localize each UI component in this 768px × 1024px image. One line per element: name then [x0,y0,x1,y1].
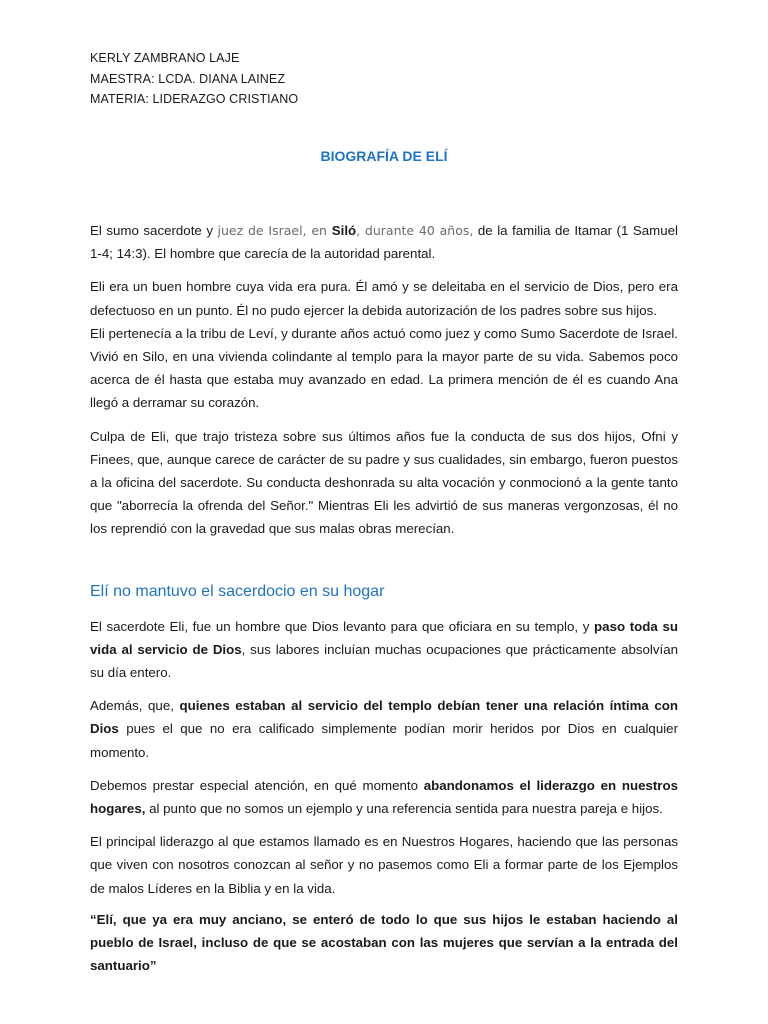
subject-name: MATERIA: LIDERAZGO CRISTIANO [90,92,299,106]
text-run: abandonamos el liderazgo en nuestros hogares, [90,777,678,817]
text-run: , durante 40 años, [356,223,474,238]
text-run: de la familia de Itamar (1 Samuel 1-4; 14:3). El hombre que carecía de la autoridad parental. [90,223,678,262]
paragraph [90,694,678,764]
text-run: , sus labores incluían muchas ocupaciones que prácticamente absolvían su día entero. [90,641,678,681]
text-run: pues el que no era calificado simplemente podían morir heridos por Dios en cualquier momento. [90,721,678,760]
quote [90,908,678,978]
paragraph: El principal liderazgo al que estamos llamado es en Nuestros Hogares, haciendo que las personas que viven con nosotros conozcan al señor y no pasemos como Eli a formar parte de los Ejemplos de malos Líderes en la Biblia y en la vida. [90,834,678,896]
document-header [90,48,298,110]
quote-text: “Elí, que ya era muy anciano, se enteró de todo lo que sus hijos le estaban haciendo al pueblo de Israel, incluso de que se acostaban con las mujeres que servían a la entrada del santuario” [90,911,678,974]
paragraph-intro [90,219,678,265]
paragraph: Eli pertenecía a la tribu de Leví, y durante años actuó como juez y como Sumo Sacerdote de Israel. Vivió en Silo, en una vivienda colindante al templo para la mayor parte de su vida. Sabemos poco acerca de él hasta que estaba muy avanzado en edad. La primera mención de él es cuando Ana llegó a derramar su corazón. [90,325,678,411]
text-run: quienes estaban al servicio del templo debían tener una relación íntima con Dios [90,698,678,737]
paragraph [90,774,678,820]
text-run: paso toda su vida al servicio de Dios [90,618,678,657]
text-run: Debemos prestar especial atención, en qué momento [90,777,424,793]
text-run: al punto que no somos un ejemplo y una referencia sentida para nuestra pareja e hijos. [145,801,663,817]
text-run: El sumo sacerdote y [90,223,218,238]
paragraph [90,615,678,685]
section-heading: Elí no mantuvo el sacerdocio en su hogar [90,582,385,600]
text-run: El sacerdote Eli, fue un hombre que Dios levanto para que oficiara en su templo, y [90,618,595,634]
document-title: BIOGRAFÍA DE ELÍ [320,148,448,164]
teacher-name: MAESTRA: LCDA. DIANA LAINEZ [90,71,286,86]
paragraph: Culpa de Eli, que trajo tristeza sobre sus últimos años fue la conducta de sus dos hijos, Ofni y Finees, que, aunque carece de carácter de su padre y sus cualidades, sin embargo, fueron puestos a la oficina del sacerdote. Su conducta deshonrada su alta vocación y conmocionó a la gente tanto que "aborrecía la ofrenda del Señor." Mientras Eli les advirtió de sus maneras vergonzosas, él no los reprendió con la gravedad que sus malas obras merecían. [90,428,678,537]
document-body [90,219,678,977]
text-run: juez de Israel, en [217,223,332,238]
text-run: Siló [331,223,357,238]
text-run: Además, que, [90,698,180,714]
student-name: KERLY ZAMBRANO LAJE [90,51,240,65]
paragraph: Eli era un buen hombre cuya vida era pura. Él amó y se deleitaba en el servicio de Dios, pero era defectuoso en un punto. Él no pudo ejercer la debida autorización de los padres sobre sus hijos. [90,279,678,318]
